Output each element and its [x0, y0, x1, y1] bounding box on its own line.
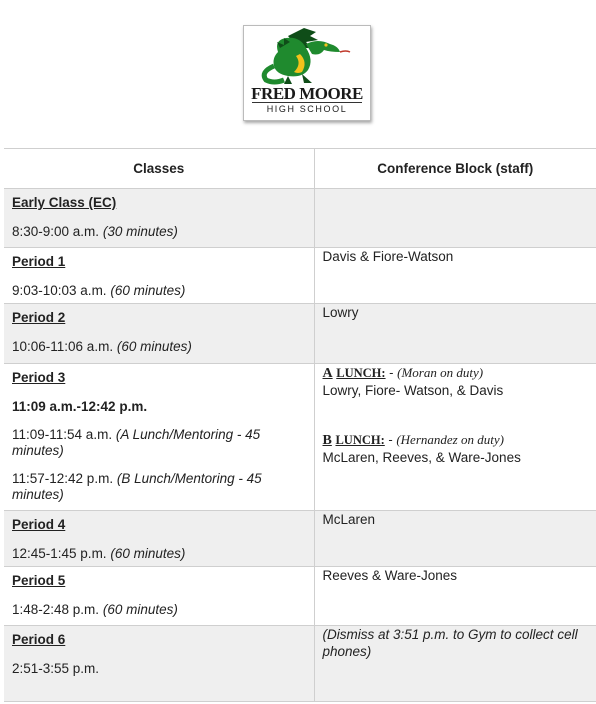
period-name: Early Class (EC) [12, 195, 117, 210]
conference-cell [314, 511, 596, 567]
period-name: Period 2 [12, 310, 66, 325]
table-header-row [4, 149, 596, 189]
period-time: 1:48-2:48 p.m. (60 minutes) [12, 602, 178, 617]
lunch-b-staff: McLaren, Reeves, & Ware-Jones [322, 450, 521, 465]
conference-cell [314, 567, 596, 626]
table-row [4, 189, 596, 248]
table-row [4, 567, 596, 626]
lunch-a-block: A LUNCH: - (Moran on duty) Lowry, Fiore- Watson, & Davis [315, 364, 596, 399]
conference-staff: Lowry [322, 305, 359, 320]
period-time: 11:09 a.m.-12:42 p.m. [12, 399, 148, 414]
table-row [4, 304, 596, 364]
period-name: Period 4 [12, 517, 66, 532]
conference-cell [314, 248, 596, 304]
logo-school-name: FRED MOORE [251, 84, 363, 103]
conference-cell [314, 304, 596, 364]
conference-staff: Davis & Fiore-Watson [322, 249, 454, 264]
lunch-a-staff: Lowry, Fiore- Watson, & Davis [322, 383, 504, 398]
period-time: 10:06-11:06 a.m. (60 minutes) [12, 339, 192, 354]
table-row [4, 248, 596, 304]
table-row [4, 511, 596, 567]
dragon-mascot-icon [244, 26, 370, 86]
lunch-b-block: B LUNCH: - (Hernandez on duty) McLaren, Reeves, & Ware-Jones [315, 431, 596, 466]
period-time: 2:51-3:55 p.m. [12, 661, 100, 676]
period-name: Period 1 [12, 254, 66, 269]
logo-school-subtitle: HIGH SCHOOL [266, 104, 348, 114]
period-name: Period 3 [12, 370, 66, 385]
period-time: 9:03-10:03 a.m. (60 minutes) [12, 283, 186, 298]
conference-staff: Reeves & Ware-Jones [322, 568, 458, 583]
period-time: 8:30-9:00 a.m. (30 minutes) [12, 224, 178, 239]
dismissal-note: (Dismiss at 3:51 p.m. to Gym to collect cell phones) [322, 627, 578, 659]
school-logo [243, 25, 371, 121]
table-row [4, 626, 596, 702]
period-time: 12:45-1:45 p.m. (60 minutes) [12, 546, 186, 561]
conference-cell [314, 626, 596, 702]
conference-staff: McLaren [322, 512, 376, 527]
period-subtime-b: 11:57-12:42 p.m. (B Lunch/Mentoring - 45 minutes) [12, 471, 262, 502]
conference-cell [314, 189, 596, 248]
bell-schedule-table [4, 148, 596, 702]
table-row [4, 364, 596, 511]
period-name: Period 5 [12, 573, 66, 588]
header-conference-block: Conference Block (staff) [314, 149, 596, 189]
header-classes: Classes [4, 149, 314, 189]
conference-cell [314, 364, 596, 511]
period-subtime-a: 11:09-11:54 a.m. (A Lunch/Mentoring - 45 minutes) [12, 427, 261, 458]
period-name: Period 6 [12, 632, 66, 647]
